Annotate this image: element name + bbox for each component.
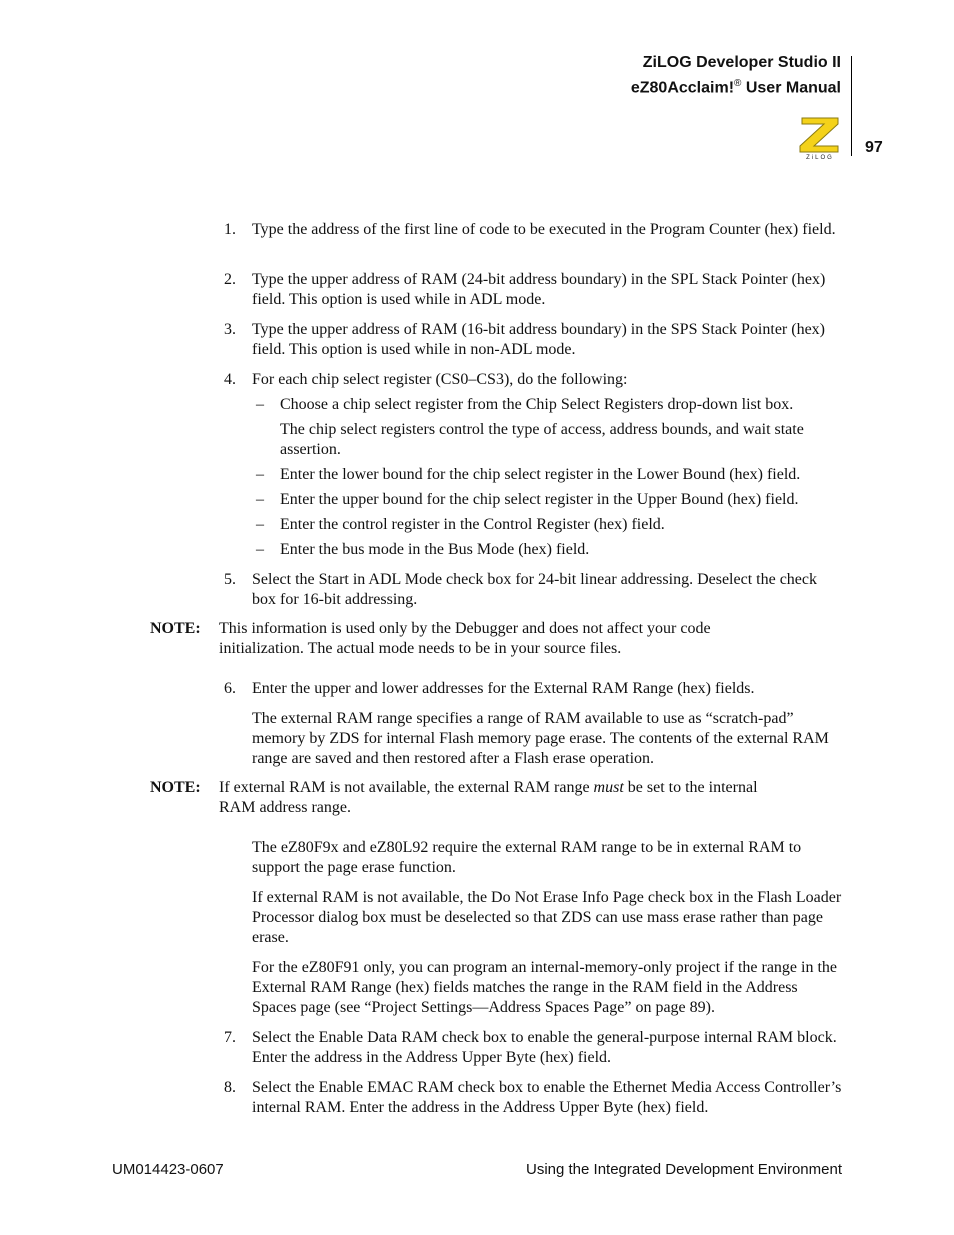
paragraph-external-ram-range: The external RAM range specifies a range of RAM available to use as “scratch-pad” memory by ZDS for internal Flash memory page erase. The contents of the external RAM range are saved and then restored after a Flash erase operation. xyxy=(252,710,829,767)
paragraph-ram-not-available: If external RAM is not available, the Do Not Erase Info Page check box in the Flash Loader Processor dialog box must be deselected so that ZDS can use mass erase rather than page erase. xyxy=(252,889,842,946)
title-line-2: eZ80Acclaim!® User Manual xyxy=(630,78,841,97)
footer-section: Using the Integrated Development Environment xyxy=(525,1161,842,1178)
title-line-1: ZiLOG Developer Studio II xyxy=(642,54,841,71)
paragraph-ez80f91: For the eZ80F91 only, you can program an internal-memory-only project if the range in the External RAM Range (hex) fields matches the range in the RAM field in the Address Spaces page (see “Project Settings—Address Spaces Page” on page 89). xyxy=(252,959,838,1016)
footer-doc-id: UM014423-0607 xyxy=(112,1161,224,1178)
logo-wordmark: ZiLOG xyxy=(806,155,834,160)
document-title xyxy=(631,52,841,98)
page-number: 97 xyxy=(865,139,883,156)
paragraph-ez80f9x: The eZ80F9x and eZ80L92 require the external RAM range to be in external RAM to support the page erase function. xyxy=(252,839,802,876)
zilog-logo-icon xyxy=(796,114,844,160)
header-divider xyxy=(851,56,852,156)
